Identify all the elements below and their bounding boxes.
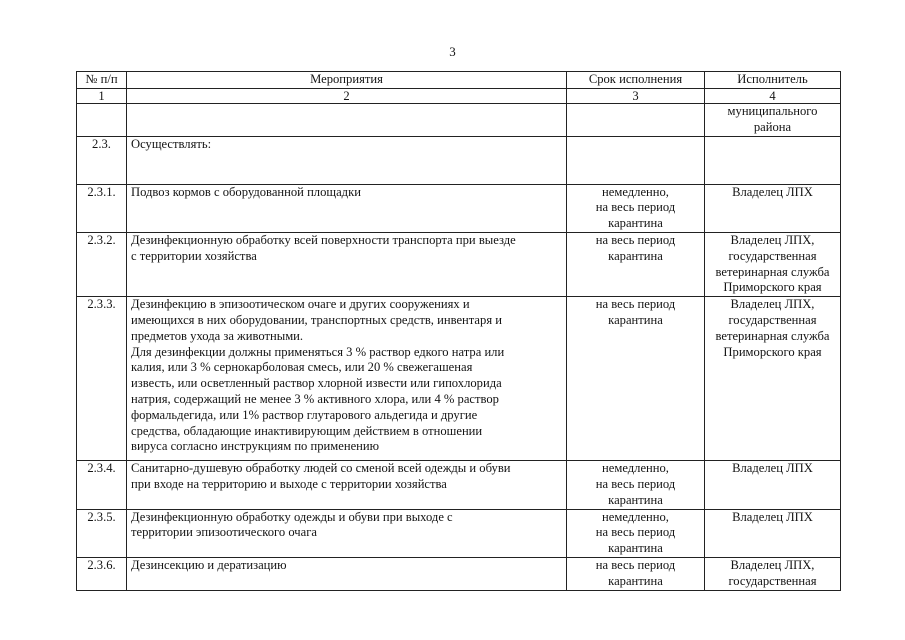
executor-cell-line: государственная xyxy=(728,248,817,263)
term-cell-line: на весь период xyxy=(595,525,676,540)
header-measures: Мероприятия xyxy=(127,72,567,89)
column-number: 2 xyxy=(127,89,567,104)
executor-cell xyxy=(705,461,841,509)
page-number: 3 xyxy=(449,44,456,59)
table-row xyxy=(77,297,841,461)
term-cell xyxy=(567,136,705,184)
term-cell xyxy=(567,232,705,296)
column-number: 4 xyxy=(705,89,841,104)
term-cell-line: на весь период xyxy=(595,232,676,247)
item-number: 2.3.2. xyxy=(77,232,127,296)
term-cell-line: карантина xyxy=(608,573,663,588)
measure-cell-line: Для дезинфекции должны применяться 3 % раствор едкого натра или xyxy=(131,344,505,359)
measure-cell-line: Санитарно-душевую обработку людей со сменой всей одежды и обуви xyxy=(131,461,511,476)
measure-cell-line: при входе на территорию и выходе с территории хозяйства xyxy=(131,476,447,491)
executor-cell-line: Владелец ЛПХ xyxy=(732,509,813,524)
measure-cell-line: Дезинфекционную обработку одежды и обуви при выходе с xyxy=(131,509,453,524)
term-cell-line: карантина xyxy=(608,312,663,327)
executor-cell-line: Приморского края xyxy=(723,344,822,359)
executor-cell xyxy=(705,557,841,590)
executor-cell-line: Владелец ЛПХ xyxy=(732,184,813,199)
term-cell xyxy=(567,104,705,137)
executor-cell-line: ветеринарная служба xyxy=(715,328,830,343)
item-number: 2.3.3. xyxy=(77,297,127,461)
term-cell-line: карантина xyxy=(608,248,663,263)
executor-cell-line: муниципального района xyxy=(727,104,818,134)
measure-cell-line: территории эпизоотического очага xyxy=(131,525,317,540)
table-row xyxy=(77,232,841,296)
measure-cell-line: вируса согласно инструкциям по применению xyxy=(131,439,380,454)
term-cell xyxy=(567,184,705,232)
measure-cell-line: Дезинфекцию в эпизоотическом очаге и других сооружениях и xyxy=(131,297,470,312)
term-cell xyxy=(567,461,705,509)
term-cell xyxy=(567,557,705,590)
term-cell-line: карантина xyxy=(608,492,663,507)
executor-cell-line: Владелец ЛПХ, xyxy=(730,297,815,312)
term-cell xyxy=(567,509,705,557)
term-cell-line: на весь период xyxy=(595,200,676,215)
executor-cell-line: Владелец ЛПХ, xyxy=(730,232,815,247)
term-cell-line: немедленно, xyxy=(602,509,669,524)
measure-cell-line: натрия, содержащий не менее 3 % активного хлора, или 4 % раствор xyxy=(131,391,499,406)
header-term: Срок исполнения xyxy=(567,72,705,89)
measure-cell xyxy=(127,232,567,296)
measure-cell xyxy=(127,557,567,590)
column-number: 1 xyxy=(77,89,127,104)
measure-cell-line: Дезинсекцию и дератизацию xyxy=(131,557,287,572)
measure-cell-line: средства, обладающие инактивирующим действием в отношении xyxy=(131,423,483,438)
executor-cell-line: государственная xyxy=(728,573,817,588)
measure-cell-line: Осуществлять: xyxy=(131,136,212,151)
executor-cell xyxy=(705,136,841,184)
executor-cell-line: Владелец ЛПХ xyxy=(732,461,813,476)
header-executor: Исполнитель xyxy=(705,72,841,89)
executor-cell xyxy=(705,184,841,232)
executor-cell xyxy=(705,509,841,557)
item-number: 2.3. xyxy=(77,136,127,184)
measure-cell xyxy=(127,509,567,557)
item-number: 2.3.1. xyxy=(77,184,127,232)
item-number: 2.3.6. xyxy=(77,557,127,590)
column-numbers-row xyxy=(77,89,841,104)
executor-cell-line: ветеринарная служба xyxy=(715,264,830,279)
term-cell-line: немедленно, xyxy=(602,184,669,199)
measure-cell-line: с территории хозяйства xyxy=(131,248,257,263)
header-number: № п/п xyxy=(77,72,127,89)
executor-cell xyxy=(705,232,841,296)
table-row xyxy=(77,461,841,509)
column-number: 3 xyxy=(567,89,705,104)
executor-cell-line: государственная xyxy=(728,312,817,327)
measure-cell xyxy=(127,184,567,232)
item-number xyxy=(77,104,127,137)
executor-cell xyxy=(705,104,841,137)
executor-cell-line: Приморского края xyxy=(723,280,822,295)
measure-cell xyxy=(127,104,567,137)
table-row xyxy=(77,136,841,184)
table-body xyxy=(77,104,841,591)
table-row xyxy=(77,104,841,137)
measure-cell-line: известь, или осветленный раствор хлорной извести или гипохлорида xyxy=(131,376,502,391)
table-row xyxy=(77,509,841,557)
executor-cell xyxy=(705,297,841,461)
item-number: 2.3.4. xyxy=(77,461,127,509)
measure-cell-line: имеющихся в них оборудовании, транспортных средств, инвентаря и xyxy=(131,312,503,327)
table-row xyxy=(77,184,841,232)
measure-cell-line: предметов ухода за животными. xyxy=(131,328,304,343)
term-cell-line: карантина xyxy=(608,216,663,231)
measure-cell-line: калия, или 3 % сернокарболовая смесь, или 20 % свежегашеная xyxy=(131,360,473,375)
measure-cell-line: Подвоз кормов с оборудованной площадки xyxy=(131,184,361,199)
term-cell-line: немедленно, xyxy=(602,461,669,476)
term-cell-line: на весь период xyxy=(595,476,676,491)
measure-cell xyxy=(127,136,567,184)
table-row xyxy=(77,557,841,590)
term-cell-line: на весь период xyxy=(595,297,676,312)
table-header-row xyxy=(77,72,841,89)
term-cell-line: на весь период xyxy=(595,557,676,572)
measure-cell xyxy=(127,297,567,461)
executor-cell-line: Владелец ЛПХ, xyxy=(730,557,815,572)
item-number: 2.3.5. xyxy=(77,509,127,557)
measure-cell xyxy=(127,461,567,509)
measures-table xyxy=(76,71,841,591)
measure-cell-line: формальдегида, или 1% раствор глутарового альдегида и другие xyxy=(131,407,478,422)
term-cell-line: карантина xyxy=(608,541,663,556)
measure-cell-line: Дезинфекционную обработку всей поверхности транспорта при выезде xyxy=(131,232,516,247)
term-cell xyxy=(567,297,705,461)
